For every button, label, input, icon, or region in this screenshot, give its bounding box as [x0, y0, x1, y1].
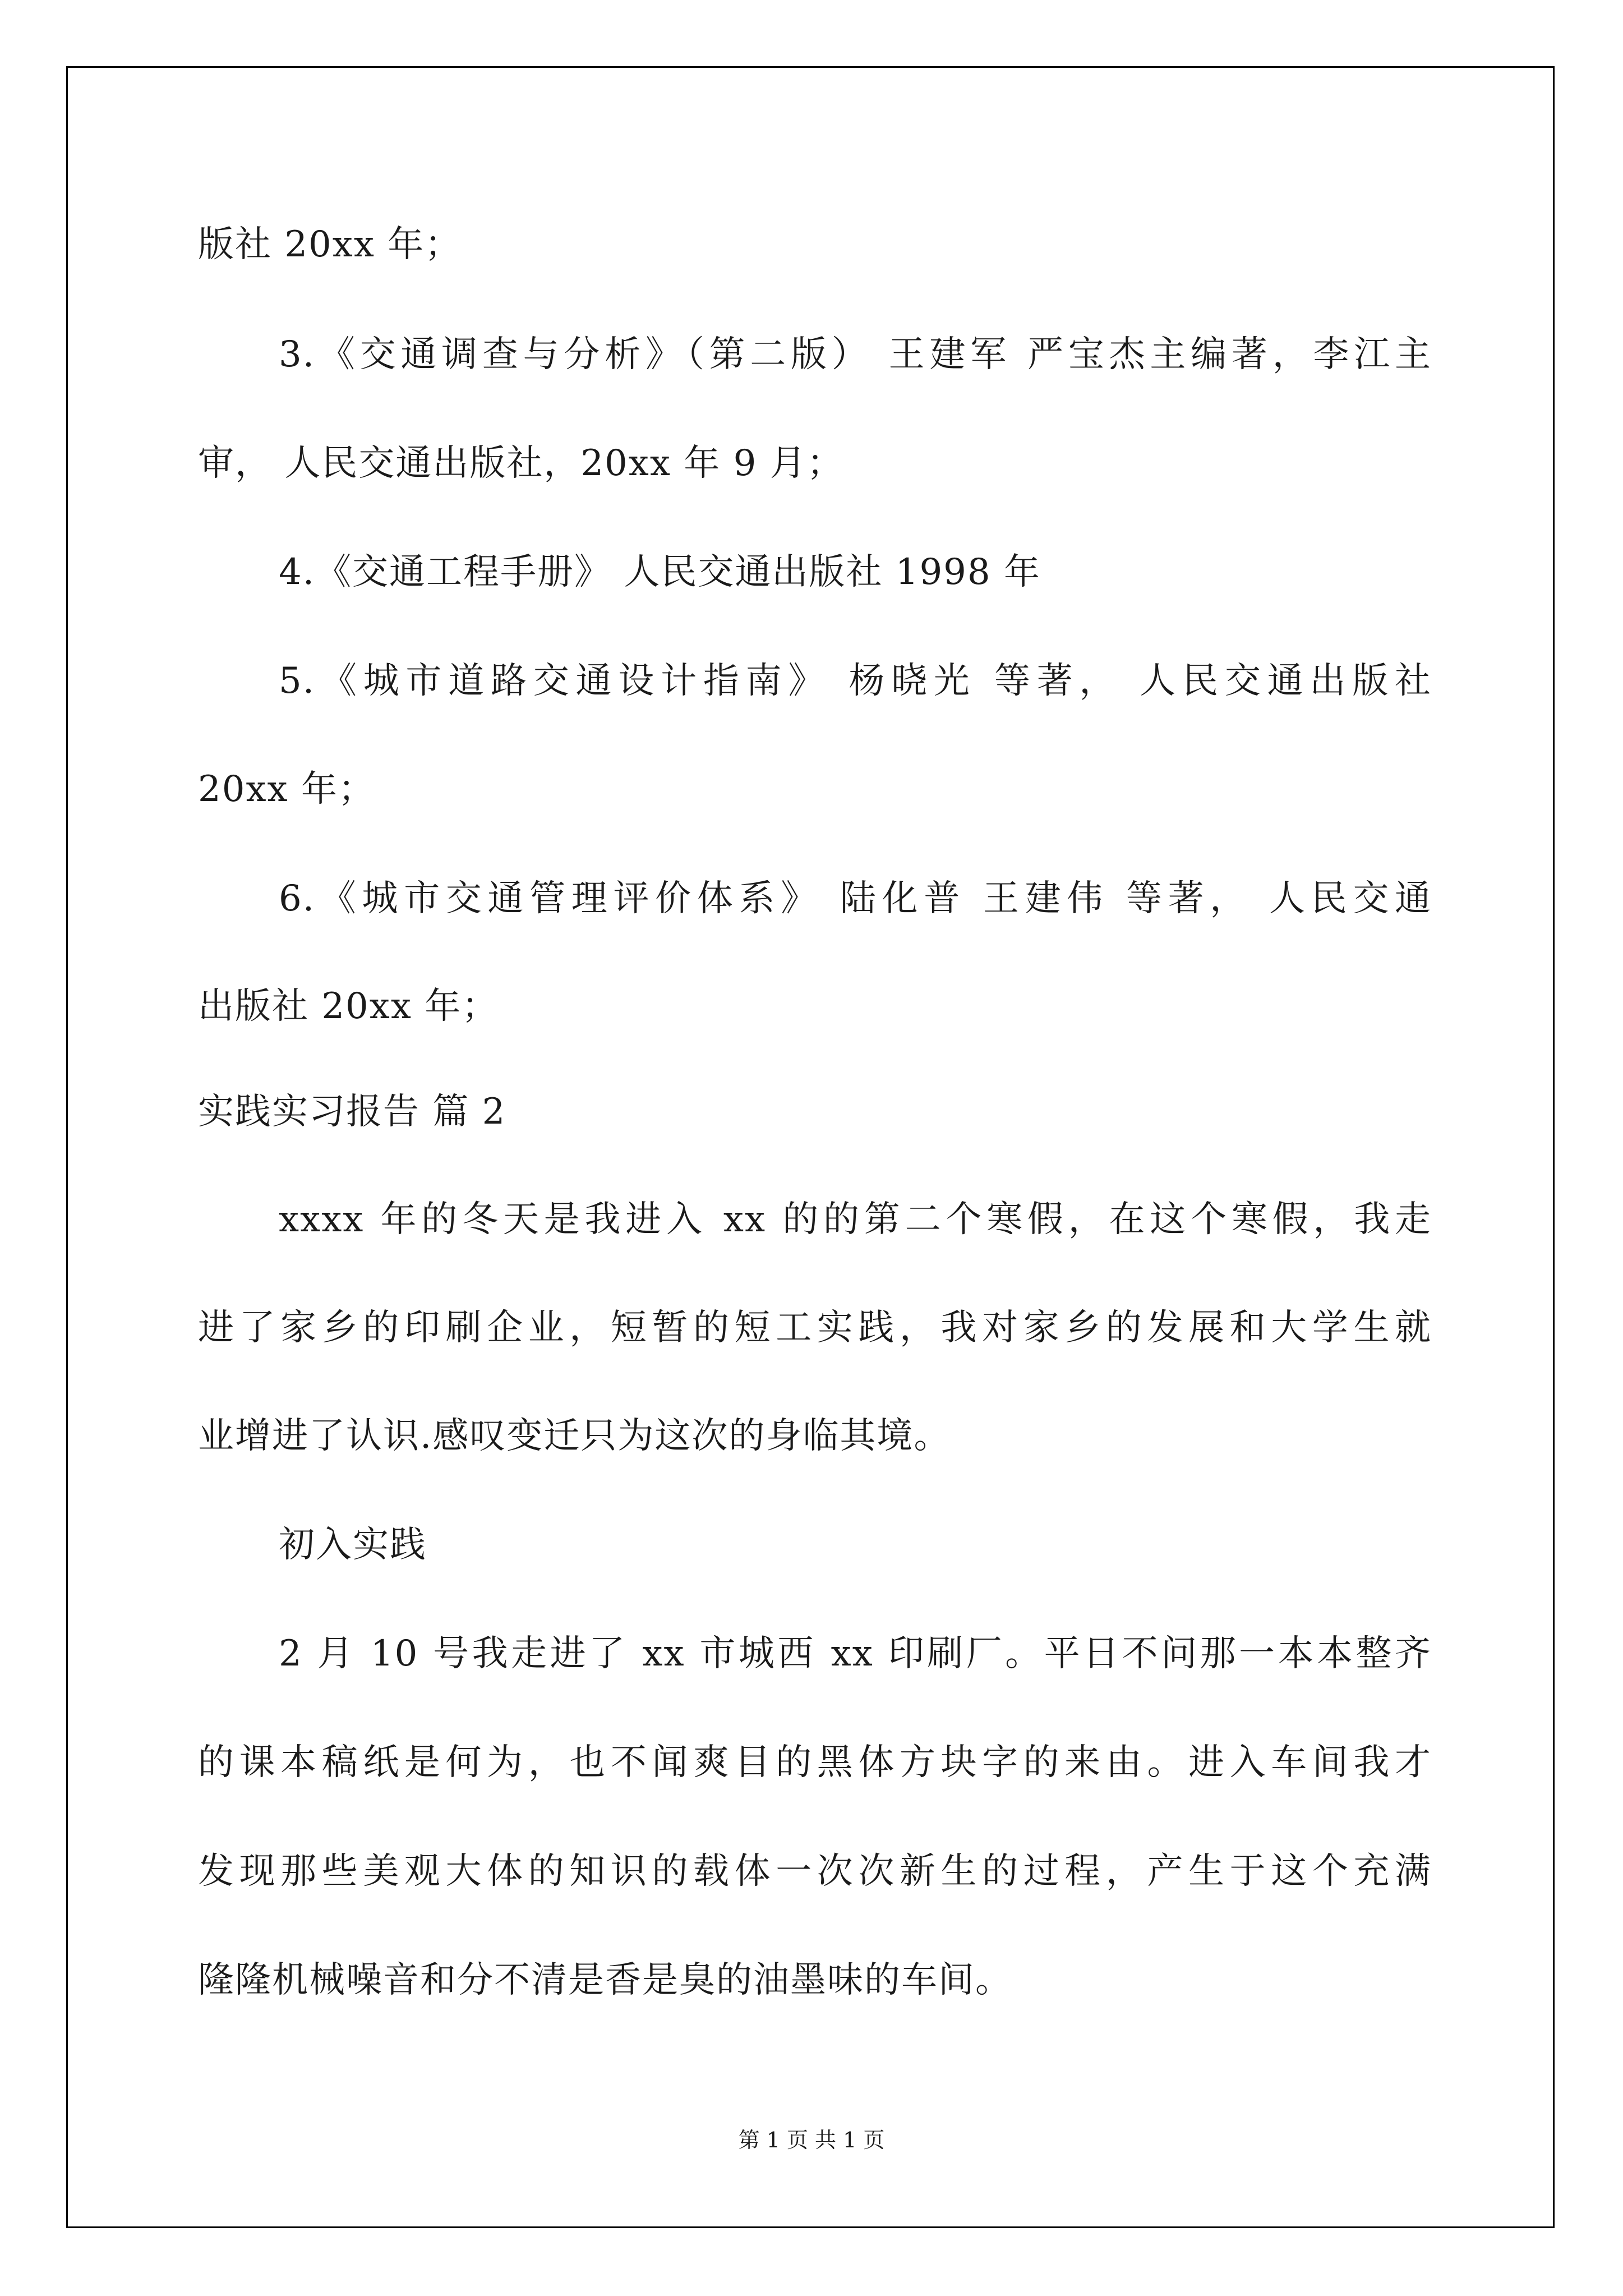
text-line: xxxx 年的冬天是我进入 xx 的的第二个寒假，在这个寒假，我走 [279, 1199, 1432, 1240]
text-line: 出版社 20xx 年； [198, 986, 499, 1027]
text-line: 发现那些美观大体的知识的载体一次次新生的过程，产生于这个充满 [198, 1851, 1432, 1892]
text-line: 版社 20xx 年； [198, 224, 462, 265]
text-line: 4.《交通工程手册》 人民交通出版社 1998 年 [279, 551, 1041, 593]
text-line: 隆隆机械噪音和分不清是香是臭的油墨味的车间。 [198, 1959, 1012, 2001]
page-border [66, 66, 1555, 2228]
text-line: 5.《城市道路交通设计指南》 杨晓光 等著， 人民交通出版社 [279, 660, 1432, 702]
section-heading: 实践实习报告 篇 2 [198, 1091, 506, 1133]
text-line: 6.《城市交通管理评价体系》 陆化普 王建伟 等著， 人民交通 [279, 878, 1432, 919]
text-line: 进了家乡的印刷企业，短暂的短工实践，我对家乡的发展和大学生就 [198, 1307, 1432, 1349]
text-line: 20xx 年； [198, 769, 375, 810]
page-footer: 第 1 页 共 1 页 [738, 2128, 885, 2152]
text-line: 审， 人民交通出版社，20xx 年 9 月； [198, 443, 844, 484]
text-line: 的课本稿纸是何为，也不闻爽目的黑体方块字的来由。进入车间我才 [198, 1742, 1432, 1783]
text-line: 2 月 10 号我走进了 xx 市城西 xx 印刷厂。平日不问那一本本整齐 [279, 1633, 1432, 1674]
text-line: 业增进了认识.感叹变迁只为这次的身临其境。 [198, 1415, 951, 1457]
subheading: 初入实践 [279, 1524, 427, 1566]
text-line: 3.《交通调查与分析》（第二版） 王建军 严宝杰主编著，李江主 [279, 334, 1432, 375]
